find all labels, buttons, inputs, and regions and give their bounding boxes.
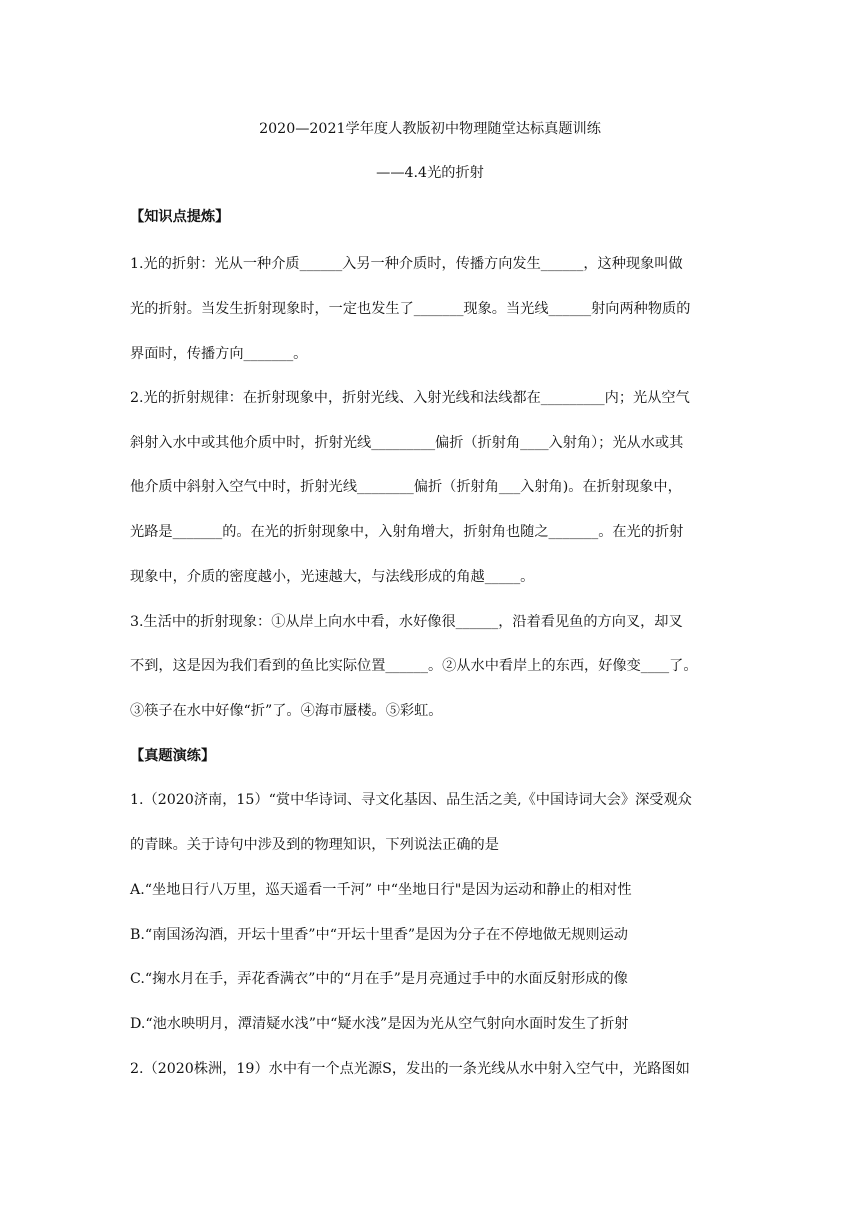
knowledge-line: 2.光的折射规律：在折射现象中，折射光线、入射光线和法线都在_________内；光从空气 (130, 390, 690, 406)
answer-option-d: D.“池水映明月，潭清疑水浅”中“疑水浅”是因为光从空气射向水面时发生了折射 (130, 1016, 629, 1032)
answer-option-c: C.“掬水月在手，弄花香满衣”中的“月在手”是月亮通过手中的水面反射形成的像 (130, 971, 628, 987)
knowledge-line: 光路是_______的。在光的折射现象中，入射角增大，折射角也随之_______。在光的折射 (130, 524, 684, 540)
document-subtitle: ——4.4光的折射 (376, 165, 484, 181)
knowledge-line: 光的折射。当发生折射现象时，一定也发生了_______现象。当光线______射向两种物质的 (130, 301, 691, 317)
section-heading-knowledge: 【知识点提炼】 (130, 209, 230, 225)
knowledge-line: ③筷子在水中好像“折”了。④海市蜃楼。⑤彩虹。 (130, 703, 443, 719)
answer-option-a: A.“坐地日行八万里，巡天遥看一千河” 中“坐地日行"是因为运动和静止的相对性 (130, 882, 632, 898)
answer-option-b: B.“南国汤沟酒，开坛十里香”中“开坛十里香”是因为分子在不停地做无规则运动 (130, 927, 628, 943)
question-line: 2.（2020株洲，19）水中有一个点光源S，发出的一条光线从水中射入空气中，光路图如 (130, 1061, 690, 1077)
question-line: 1.（2020济南，15）“赏中华诗词、寻文化基因、品生活之美,《中国诗词大会》深受观众 (130, 792, 692, 808)
knowledge-line: 斜射入水中或其他介质中时，折射光线_________偏折（折射角____入射角）；光从水或其 (130, 435, 684, 451)
knowledge-line: 界面时，传播方向_______。 (130, 346, 308, 362)
knowledge-line: 1.光的折射：光从一种介质______入另一种介质时，传播方向发生______，这种现象叫做 (130, 256, 683, 272)
question-line: 的青睐。关于诗句中涉及到的物理知识，下列说法正确的是 (130, 837, 499, 853)
document-title: 2020—2021学年度人教版初中物理随堂达标真题训练 (259, 121, 601, 137)
section-heading-practice: 【真题演练】 (130, 748, 216, 764)
knowledge-line: 他介质中斜射入空气中时，折射光线________偏折（折射角___入射角)。在折射现象中， (130, 479, 682, 495)
knowledge-line: 3.生活中的折射现象：①从岸上向水中看，水好像很______，沿着看见鱼的方向叉，却叉 (130, 614, 683, 630)
knowledge-line: 现象中，介质的密度越小，光速越大，与法线形成的角越_____。 (130, 569, 535, 585)
knowledge-line: 不到，这是因为我们看到的鱼比实际位置______。②从水中看岸上的东西，好像变____了。 (130, 658, 698, 674)
